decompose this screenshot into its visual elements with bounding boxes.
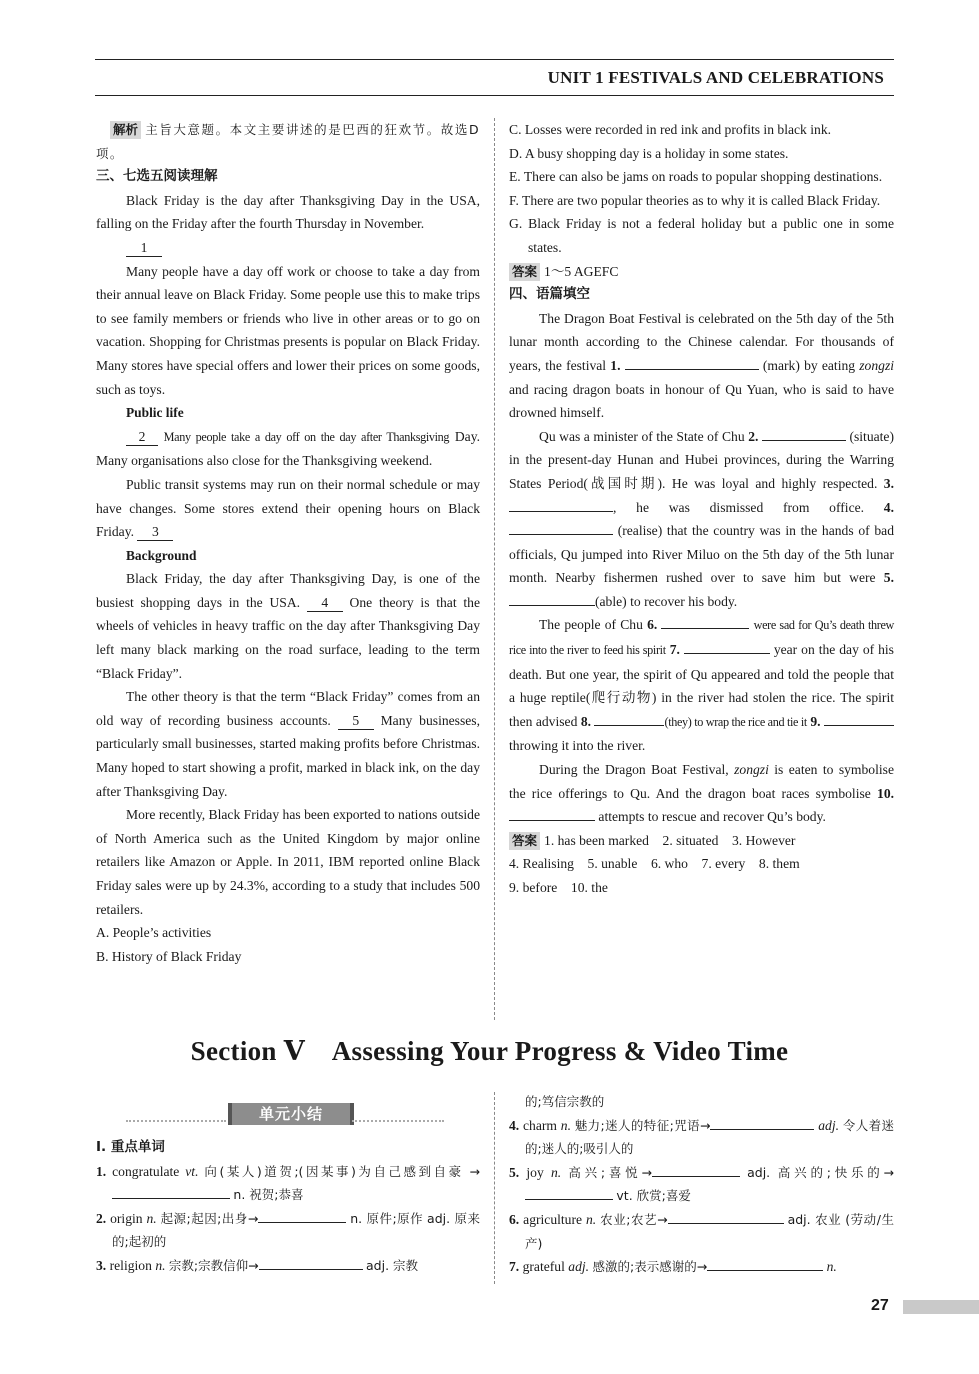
left-column: [96, 118, 480, 968]
option-a: A. People’s activities: [96, 925, 212, 941]
subhead-background: Background: [126, 547, 197, 563]
w1-blank: [112, 1183, 230, 1199]
w5-num: 5.: [509, 1164, 520, 1180]
blank-4: 4: [307, 595, 343, 612]
word-item-4: [509, 1114, 894, 1161]
num-10: 10.: [877, 785, 895, 801]
w6-meaning: 农业;农艺→: [600, 1211, 668, 1227]
w3-word: religion: [109, 1257, 152, 1273]
intro-paragraph: Black Friday is the day after Thanksgiving Day in the USA, falling on the Friday after the fourth Thursday in November.: [96, 192, 480, 232]
g1-a: The Dragon Boat Festival is celebrated on the 5th day of the 5th lunar month according to the Chinese calendar. For thousands of years, the festival: [509, 310, 894, 373]
section3-heading: 三、七选五阅读理解: [96, 168, 218, 185]
answer-2-a: 1. has been marked 2. situated 3. However: [544, 832, 796, 848]
paragraph-1: Many people have a day off work or choose to take a day from their annual leave on Black Friday. Some people use this to make trips to see family members or friends who live in other areas or to go on vacation. Shopping for Christmas presents is popular on Black Friday. Many stores have special offers and lower their prices on some goods, such as toys.: [96, 263, 480, 397]
g2-a: Qu was a minister of the State of Chu: [539, 428, 745, 444]
w5-derived-2: vt. 欣赏;喜爱: [616, 1188, 691, 1204]
w7-derived: n.: [826, 1259, 837, 1275]
g1-c: and racing dragon boats in honour of Qu Yuan, who is said to have drowned himself.: [509, 381, 894, 421]
w7-pos: adj.: [568, 1259, 590, 1275]
g1-zongzi: zongzi: [859, 357, 895, 373]
answer-line-2b: [509, 852, 894, 876]
paragraph-5: [96, 685, 480, 803]
w7-word: grateful: [522, 1259, 565, 1275]
num-1: 1.: [610, 357, 621, 373]
option-e: E. There can also be jams on roads to popular shopping destinations.: [509, 169, 883, 185]
w2-num: 2.: [96, 1210, 107, 1226]
w3-blank: [259, 1254, 363, 1270]
g3-c: year on the day of his death. But one year, the spirit of Qu appeared and told the people that a huge reptile(爬行动物) in the river had stolen the rice. The spirit then advised: [509, 642, 894, 729]
paragraph-3-text: Public transit systems may run on their normal schedule or may have changes. Some stores extend their opening hours on Black Friday.: [96, 476, 480, 540]
w4-meaning: 魅力;迷人的特征;咒语→: [574, 1117, 711, 1133]
g3-e: throwing it into the river.: [509, 738, 646, 754]
word-item-6: [509, 1208, 894, 1255]
num-2: 2.: [748, 428, 759, 444]
grammar-paragraph-2: [509, 425, 894, 614]
blank-3: 3: [137, 524, 173, 541]
paragraph-5-rest: Many businesses, particularly small businesses, started making profits before Christmas. Many hoped to start showing a profit, marked in black ink, on the day after Thanksgiving Day.: [96, 712, 480, 799]
w1-derived: n. 祝贺;恭喜: [233, 1187, 304, 1203]
option-g: G. Black Friday is not a federal holiday but a public one in some states.: [509, 216, 894, 255]
summary-right-column: [509, 1090, 894, 1279]
g3-a: The people of Chu: [539, 617, 643, 633]
g2-d: (realise) that the country was in the hands of bad officials, Qu jumped into River Miluo on the 5th day of the 5th lunar month. Nearby fishermen rushed over to save him but were: [509, 523, 894, 586]
w1-num: 1.: [96, 1163, 107, 1179]
w2-derived-2: adj. 原来的;起初的: [112, 1210, 481, 1250]
answer-line-2c: [509, 876, 894, 900]
w3-derived: adj. 宗教: [366, 1257, 419, 1273]
w1-pos: vt.: [185, 1163, 199, 1179]
w7-num: 7.: [509, 1259, 520, 1275]
num-8: 8.: [580, 713, 592, 729]
w2-word: origin: [110, 1210, 143, 1226]
word-item-5: [509, 1161, 894, 1208]
g3-d: (they) to wrap the rice and tie it: [664, 714, 807, 729]
paragraph-2-lead: Many people take a day off on the day after Thanksgiving: [163, 429, 450, 444]
num-7: 7.: [669, 642, 680, 658]
blank-g3: [509, 496, 613, 512]
w5-pos: n.: [550, 1164, 562, 1180]
header-rule-bottom: [95, 95, 894, 96]
unit-title: UNIT 1 FESTIVALS AND CELEBRATIONS: [547, 68, 884, 87]
w1-word: congratulate: [112, 1163, 180, 1179]
page-number: 27: [871, 1297, 889, 1314]
w4-num: 4.: [509, 1117, 520, 1133]
answer-line-1: [509, 260, 894, 284]
paragraph-2-rest: Day. Many organisations also close for the Thanksgiving weekend.: [96, 428, 481, 469]
w6-word: agriculture: [523, 1211, 583, 1227]
paragraph-4: [96, 567, 480, 685]
num-9: 9.: [810, 713, 821, 729]
num-6: 6.: [647, 617, 658, 633]
paragraph-2: [96, 425, 480, 473]
blank-5: 5: [338, 713, 374, 730]
g1-b: (mark) by eating: [762, 357, 856, 373]
w6-blank: [668, 1208, 784, 1224]
section4-heading: 四、语篇填空: [509, 286, 590, 303]
right-column: [509, 118, 894, 900]
w4-pos: n.: [560, 1117, 571, 1133]
w5-derived-1: adj. 高兴的;快乐的→: [747, 1164, 895, 1180]
w4-blank: [710, 1114, 814, 1130]
blank-g8: [594, 710, 664, 726]
w1-meaning: 向(某人)道贺;(因某事)为自己感到自豪: [204, 1163, 464, 1179]
num-4: 4.: [883, 499, 894, 515]
answer-line-2: [509, 829, 894, 853]
g2-c: , he was dismissed from office.: [613, 499, 865, 515]
w6-num: 6.: [509, 1211, 520, 1227]
answer-tag-1: 答案: [509, 263, 540, 281]
summary-badge-row: [96, 1100, 480, 1136]
w5-meaning: 高兴;喜悦→: [568, 1164, 652, 1180]
w2-derived-1: n. 原件;原作: [350, 1210, 424, 1226]
w3-pos: n.: [155, 1257, 166, 1273]
w2-meaning: 起源;起因;出身→: [160, 1210, 259, 1226]
g4-c: attempts to rescue and recover Qu’s body.: [598, 809, 826, 825]
badge-dotted-line-left: [126, 1120, 226, 1122]
paragraph-4-lead: Black Friday, the day after Thanksgiving Day, is one of the busiest shopping days in the USA.: [96, 571, 480, 610]
w5-blank-2: [525, 1184, 613, 1200]
w2-blank-1: [258, 1207, 346, 1223]
g4-zongzi: zongzi: [734, 762, 769, 778]
grammar-paragraph-1: [509, 307, 894, 425]
header-rule-top: [95, 59, 894, 60]
blank-g5: [509, 590, 595, 606]
option-c: C. Losses were recorded in red ink and profits in black ink.: [509, 122, 832, 137]
w2-pos: n.: [146, 1210, 157, 1226]
word-item-7: [509, 1255, 894, 1279]
blank-g9: [824, 710, 894, 726]
word-item-1: [96, 1160, 480, 1207]
word-item-2: [96, 1207, 480, 1254]
w6-derived-2: (劳动/生产): [525, 1211, 894, 1251]
blank-g2: [762, 425, 846, 441]
badge-dotted-line-right: [352, 1120, 444, 1122]
analysis-text: 主旨大意题。本文主要讲述的是巴西的狂欢节。故选D项。: [96, 122, 480, 161]
g3-b: were sad for Qu’s death threw rice into the river to feed his spirit: [509, 618, 894, 658]
blank-g1: [625, 354, 759, 370]
w6-pos: n.: [586, 1211, 597, 1227]
w4-word: charm: [523, 1117, 557, 1133]
answer-2-b: 4. Realising 5. unable 6. who 7. every 8. them: [509, 856, 800, 872]
answer-2-c: 9. before 10. the: [509, 880, 608, 895]
g2-b: (situate) in the present-day Hunan and Hubei provinces, during the Warring States Period(战国时期). He was loyal and highly respected.: [509, 428, 894, 491]
w5-word: joy: [526, 1164, 544, 1180]
paragraph-5-lead: The other theory is that the term “Black Friday” comes from an old way of recording business accounts.: [96, 689, 480, 728]
w5-blank-1: [652, 1161, 740, 1177]
g4-b: is eaten to symbolise the rice offerings to Qu. And the dragon boat races symbolise: [509, 762, 894, 801]
w4-derived: 令人着迷的;迷人的;吸引人的: [525, 1117, 894, 1157]
blank-g7: [684, 638, 770, 654]
blank-1: 1: [126, 240, 162, 257]
column-divider-top: [494, 118, 495, 1020]
w7-blank: [707, 1255, 823, 1271]
summary-left-column: [96, 1100, 480, 1278]
g4-a: During the Dragon Boat Festival,: [539, 762, 729, 778]
blank-2: 2: [126, 429, 158, 446]
paragraph-6: More recently, Black Friday has been exported to nations outside of North America such as the United Kingdom by major online retailers like Amazon or Apple. In 2011, IBM reported online Black Friday sales were up by 24.3%, according to a study that includes 500 retailers.: [96, 807, 480, 917]
key-words-heading: Ⅰ. 重点单词: [96, 1139, 165, 1155]
blank-g4: [509, 519, 613, 535]
num-5: 5.: [883, 570, 894, 586]
answer-tag-2: 答案: [509, 832, 540, 850]
option-f: F. There are two popular theories as to why it is called Black Friday.: [509, 192, 881, 208]
column-divider-bottom: [494, 1092, 495, 1284]
grammar-paragraph-3: [509, 613, 894, 758]
section-title: Section Ⅴ Assessing Your Progress & Video Time: [190, 1036, 789, 1066]
blank-g10: [509, 805, 595, 821]
subhead-public-life: Public life: [126, 405, 184, 421]
w4-pos-2: adj.: [818, 1117, 840, 1133]
option-d: D. A busy shopping day is a holiday in some states.: [509, 145, 789, 161]
paragraph-3: [96, 473, 480, 544]
page-number-bar: [903, 1300, 979, 1314]
summary-badge: 单元小结: [228, 1103, 354, 1125]
word-item-3: [96, 1254, 480, 1278]
g2-e: (able) to recover his body.: [595, 593, 738, 609]
num-3: 3.: [883, 475, 894, 491]
blank-g6: [661, 613, 749, 629]
w6-derived: adj. 农业: [787, 1211, 842, 1227]
w3-continued: [509, 1090, 894, 1114]
grammar-paragraph-4: [509, 758, 894, 829]
blank-1-line: [96, 236, 480, 260]
w1-arrow: →: [469, 1163, 481, 1179]
w7-meaning: 感激的;表示感谢的→: [592, 1259, 708, 1275]
analysis-tag: 解析: [110, 121, 141, 139]
answer-1-text: 1～5 AGEFC: [544, 263, 619, 279]
analysis-paragraph: [96, 118, 480, 165]
w3-meaning: 宗教;宗教信仰→: [168, 1257, 259, 1273]
w3-num: 3.: [96, 1257, 107, 1273]
w3-derived-cont: 的;笃信宗教的: [525, 1094, 605, 1109]
option-b: B. History of Black Friday: [96, 948, 242, 964]
paragraph-4-rest: One theory is that the wheels of vehicles in heavy traffic on the day after Thanksgiving Day left many black marking on the road surface, leading to the term “Black Friday”.: [96, 594, 480, 681]
